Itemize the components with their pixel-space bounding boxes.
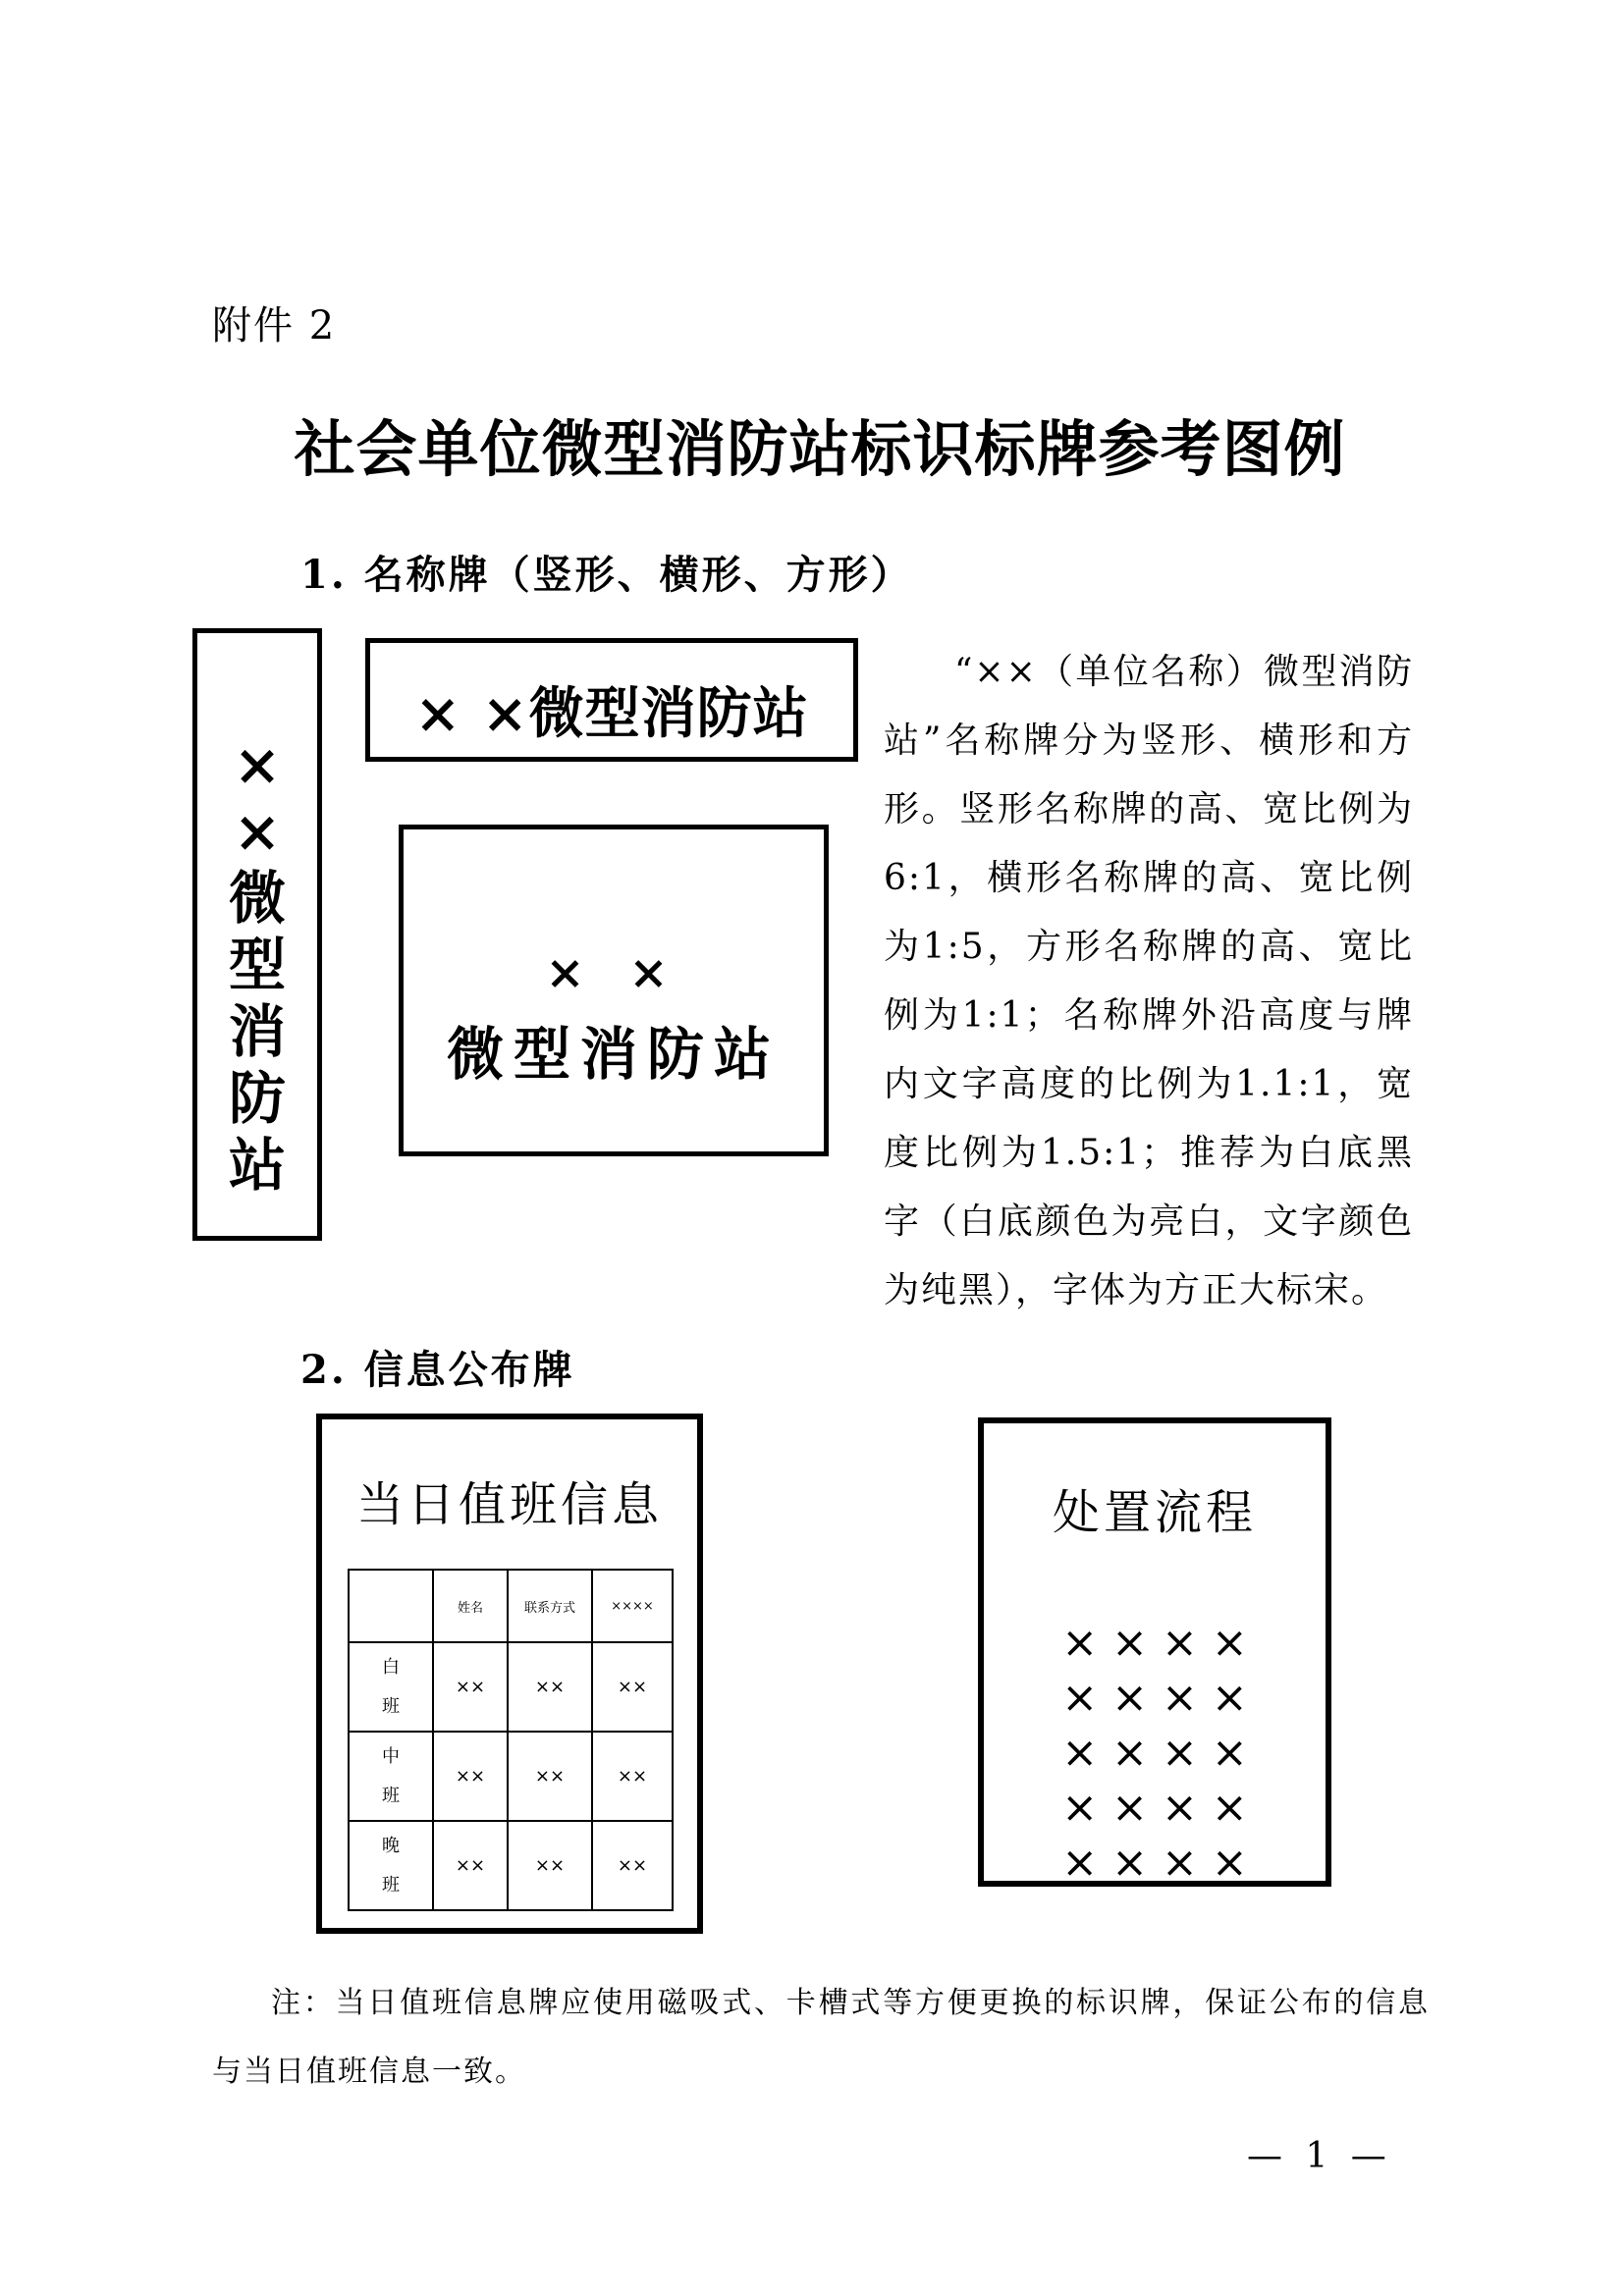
attachment-label: 附件 2 bbox=[212, 303, 337, 348]
name-sign-description: “××（单位名称）微型消防站”名称牌分为竖形、横形和方形。竖形名称牌的高、宽比例为6:1，横形名称牌的高、宽比例为1:5，方形名称牌的高、宽比例为1:1；名称牌外沿高度与牌内文字高度的比例为1.1:1，宽度比例为1.5:1；推荐为白底黑字（白底颜色为亮白，文字颜色为纯黑），字体为方正大标宋。 bbox=[884, 652, 1414, 1310]
duty-table bbox=[348, 1569, 674, 1911]
table-cell: ×× bbox=[508, 1732, 592, 1821]
process-board bbox=[978, 1417, 1331, 1887]
vertical-sign-char: × bbox=[233, 731, 282, 798]
square-sign-line2: 微型消防站 bbox=[446, 1021, 781, 1088]
vertical-sign-char: 站 bbox=[228, 1132, 286, 1199]
table-header-cell: 联系方式 bbox=[508, 1570, 592, 1642]
process-step: ×××× bbox=[1061, 1838, 1262, 1888]
shift-label bbox=[349, 1821, 433, 1910]
table-cell: ×× bbox=[508, 1642, 592, 1732]
section1-heading: 1. 名称牌（竖形、横形、方形） bbox=[300, 552, 913, 598]
process-step: ×××× bbox=[1061, 1728, 1262, 1778]
square-name-sign bbox=[399, 825, 829, 1156]
table-row bbox=[349, 1821, 673, 1910]
vertical-sign-char: 型 bbox=[228, 932, 286, 998]
page-number: — 1 — bbox=[1247, 2136, 1392, 2176]
vertical-sign-char: × bbox=[233, 798, 282, 865]
process-board-title: 处置流程 bbox=[1052, 1485, 1257, 1540]
square-sign-line1: × × bbox=[545, 945, 682, 1000]
table-header-cell bbox=[349, 1570, 433, 1642]
shift-char: 班 bbox=[382, 1874, 400, 1896]
footnote: 注：当日值班信息牌应使用磁吸式、卡槽式等方便更换的标识牌，保证公布的信息与当日值班信息一致。 bbox=[212, 1986, 1430, 2089]
table-cell: ×× bbox=[592, 1642, 673, 1732]
process-step: ×××× bbox=[1061, 1783, 1262, 1833]
vertical-name-sign bbox=[192, 628, 322, 1241]
table-cell: ×× bbox=[592, 1732, 673, 1821]
page-title: 社会单位微型消防站标识标牌参考图例 bbox=[294, 413, 1346, 485]
duty-board-title: 当日值班信息 bbox=[355, 1477, 663, 1532]
table-cell: ×× bbox=[592, 1821, 673, 1910]
shift-label bbox=[349, 1642, 433, 1732]
process-step: ×××× bbox=[1061, 1618, 1262, 1668]
shift-label bbox=[349, 1732, 433, 1821]
table-header-cell: ×××× bbox=[592, 1570, 673, 1642]
table-cell: ×× bbox=[508, 1821, 592, 1910]
table-row bbox=[349, 1732, 673, 1821]
horizontal-name-sign bbox=[365, 638, 858, 762]
shift-char: 中 bbox=[382, 1745, 400, 1767]
table-header-cell: 姓名 bbox=[433, 1570, 508, 1642]
process-step: ×××× bbox=[1061, 1673, 1262, 1723]
vertical-sign-char: 防 bbox=[228, 1065, 286, 1132]
section2-heading: 2. 信息公布牌 bbox=[300, 1347, 575, 1393]
table-cell: ×× bbox=[433, 1732, 508, 1821]
vertical-sign-char: 消 bbox=[228, 998, 286, 1065]
shift-char: 晚 bbox=[382, 1835, 400, 1856]
horizontal-sign-text: × ×微型消防站 bbox=[414, 681, 809, 746]
shift-char: 班 bbox=[382, 1695, 400, 1717]
shift-char: 班 bbox=[382, 1785, 400, 1806]
duty-info-board bbox=[316, 1414, 703, 1934]
table-cell: ×× bbox=[433, 1821, 508, 1910]
table-row bbox=[349, 1642, 673, 1732]
shift-char: 白 bbox=[382, 1656, 400, 1678]
table-cell: ×× bbox=[433, 1642, 508, 1732]
vertical-sign-char: 微 bbox=[228, 865, 286, 932]
process-steps bbox=[984, 1616, 1326, 1891]
table-header-row bbox=[349, 1570, 673, 1642]
